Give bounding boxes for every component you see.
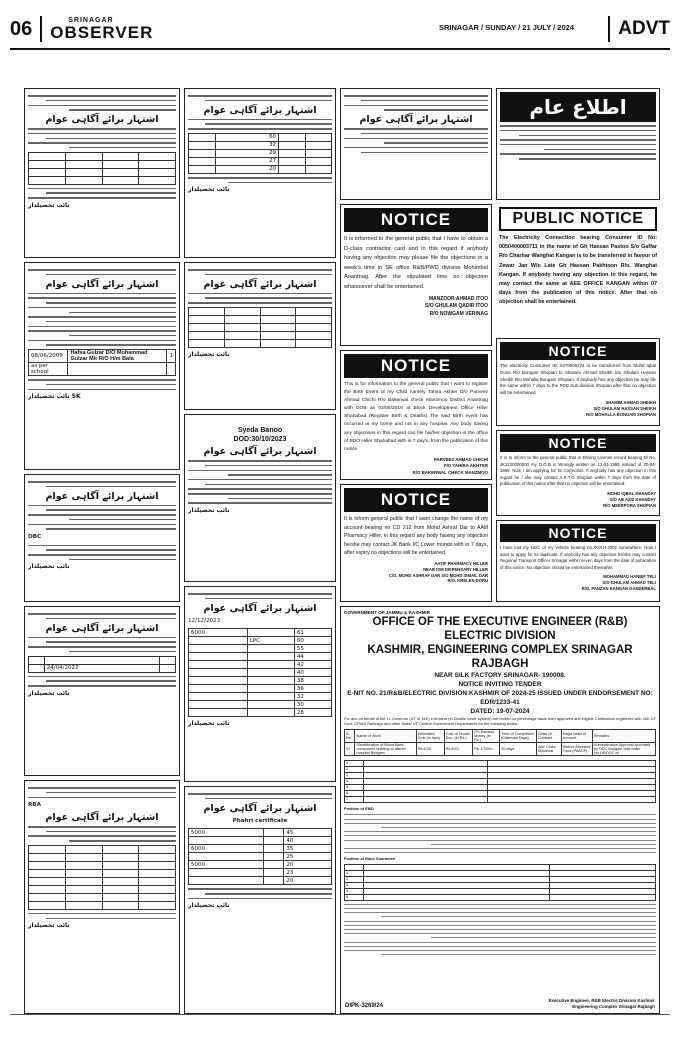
urdu-notice-9 bbox=[184, 586, 336, 782]
notice-heading: NOTICE bbox=[500, 524, 656, 542]
amount-1: 6000 bbox=[189, 629, 248, 637]
tender-title-1: OFFICE OF THE EXECUTIVE ENGINEER (R&B) ELECTRIC DIVISION bbox=[372, 616, 628, 642]
urdu-notice-title: اشتہار برائے آگاہی عوام bbox=[45, 113, 159, 125]
tehsildar-sign: نائب تحصیلدار bbox=[28, 201, 70, 209]
td-time-of-completion: 20 days bbox=[500, 742, 537, 755]
notice-heading: NOTICE bbox=[344, 354, 488, 378]
tender-title-2: KASHMIR, ENGINEERING COMPLEX SRINAGAR RAJBAGH bbox=[367, 644, 633, 670]
bg-title: Position of Bank Guarantee bbox=[344, 856, 396, 862]
tehsildar-sign: نائب تحصیلدار bbox=[28, 393, 70, 401]
signer-care-of: C/O. MOHD ASHRAF DAR S/O MOHD ISMAIL DAR bbox=[388, 572, 488, 578]
signer-parent: S/O GHULAM QADIR ITOO bbox=[425, 303, 488, 310]
notice-body: I have lost my NOC of my vehicle bearing no.JK01H-2002 somewhere. Now I want to apply for its duplicate. If anybody has any objection he/she may contact Regional Transport Officer Srinagar within seven days from the date of publication of this notice. No objection should be entertained thereafter. bbox=[500, 545, 656, 570]
tehsildar-sign: نائب تحصیلدار bbox=[188, 507, 230, 515]
th-estimated-cost: Estimated Cost (in lacs) bbox=[416, 729, 444, 742]
notice-body: This is for information to the general public that I want to register the Birth Event of my Child namely Tahira Akhter D/o Parveez Ahmad Chichi R/o Bakerwal check Manzmoo District Anantnag with DOB as 02/06/2016 at Block Development Office Hiller Shahabad (Register Birth & Deaths) The said Birth event has occurred at my home and not in any hospital. Any body having any objections in this regard can file his/her objection in the office of BDO Hiller Shahabad with in 7 day's, from the publication of this notice. bbox=[344, 382, 488, 452]
signer-address: R/O BAKERWAL CHECK MANZMOO bbox=[412, 469, 488, 475]
td-estimated-cost: Rs.8.00 bbox=[416, 742, 444, 755]
notice-signer bbox=[344, 561, 488, 584]
signer-address: R/O. PANZAN KANGAN GANDERBAL bbox=[581, 585, 656, 591]
public-notice-heading: PUBLIC NOTICE bbox=[499, 207, 657, 231]
tehsildar-sign: نائب تحصیلدار bbox=[188, 186, 230, 194]
date-c: 12/12/2023 bbox=[188, 617, 221, 624]
urdu-notice-3 bbox=[24, 474, 180, 602]
signer-name: MOHD IQBAL KHANDAY bbox=[607, 490, 656, 496]
notice-heading: NOTICE bbox=[344, 208, 488, 232]
tender-address: NEAR SILK FACTORY SRINAGAR- 190008. bbox=[434, 672, 566, 679]
notice-signer bbox=[500, 491, 656, 508]
tender-sign-line-1: Executive Engineer, R&B Electric Division Kashmir bbox=[548, 998, 655, 1003]
td-earnest-money: Rs. 17000/- bbox=[473, 742, 500, 755]
birth-name: Hafsa Gulzar D/O Mohammad Gulzar Mir R/O H/m Bala bbox=[68, 350, 167, 363]
th-sno: S. No. bbox=[345, 729, 355, 742]
tender-nit-title: NOTICE INVITING TENDER bbox=[458, 681, 542, 688]
tender-work-table bbox=[344, 729, 656, 756]
tehsildar-sign: نائب تحصیلدار bbox=[28, 689, 70, 697]
tender-signature bbox=[549, 998, 655, 1010]
signer-parent: S/O AB AZIZ KHANDAY bbox=[609, 496, 656, 502]
rba-ref: RBA bbox=[28, 802, 41, 809]
urdu-notice-title: اشتہار برائے آگاہی عوام bbox=[45, 811, 159, 823]
tender-sign-line-2: Engineering Complex Srinagar Rajbagh bbox=[572, 1004, 655, 1009]
urdu-notice-4 bbox=[24, 606, 180, 776]
signer-name: MANZOOR AHMAD ITOO bbox=[428, 295, 488, 302]
th-time-of-completion: Time of Completion (Calendar Days) bbox=[500, 729, 537, 742]
notice-body: The electricity Consumer ID: 0270000274 to be transferred from Mohd Iqbal Gone R/o Bongam Shopian to Shamim Ahmad Sheikh S/o Ghulam Hassan Sheikh R/o Mohalla Bongam Shopian. If anybody has any objection he may file the same within 7 days to the PDD Sub division Shopian after that no objection will be entertained. bbox=[500, 363, 656, 396]
urdu-notice-10 bbox=[184, 786, 336, 1014]
notice-birth-event bbox=[340, 350, 492, 480]
tender-enit: E-NIT NO. 21/R&B/ELECTRIC DIVISION KASHMIR OF 2024-25 ISSUED UNDER ENDORSEMENT NO: EDR/1233-41 bbox=[347, 690, 653, 706]
signer-parent: F/O TAHIRA AKHTER bbox=[444, 463, 488, 469]
tehsildar-sign: نائب تحصیلدار bbox=[188, 350, 230, 358]
td-head-of-account: District Adverted Fund (PAADF) bbox=[561, 742, 592, 755]
th-tender-doc-cost: Cost of Tender Doc. (in Rs.) bbox=[444, 729, 472, 742]
urdu-table bbox=[28, 152, 176, 185]
notice-signer bbox=[500, 400, 656, 417]
signer-address: R/O NOWGAM VERINAG bbox=[429, 310, 488, 317]
urdu-notice-title: اشتہار برائے آگاہی عوام bbox=[45, 278, 159, 290]
lpc-table: 6000 61 LPC 60 55 44 42 40 38 36 32 30 28 bbox=[188, 628, 332, 717]
notice-body: It is informed to the general public that I have to obtain a D-class contractor card and in this regard if anybody having any objection may please file the objections in a week's time in SE office R&B/PWD division Mohimbal Anantnag. After the stipulated time no objection whatsoever shall be entertained. bbox=[344, 236, 488, 290]
signer-address: R/O MEERPORA SHOPIAN bbox=[603, 502, 656, 508]
notice-contractor-card bbox=[340, 204, 492, 346]
date-b: 24/04/2022 bbox=[44, 664, 160, 672]
emd-title: Position of EMD bbox=[344, 805, 374, 811]
urdu-notice-title: اشتہار برائے آگاہی عوام bbox=[359, 113, 473, 125]
obc-ref: OBC bbox=[28, 533, 42, 540]
tehsildar-sign: نائب تحصیلدار bbox=[28, 563, 70, 571]
deceased-name: Syeda Banoo bbox=[237, 427, 283, 434]
amount-3: 6000 bbox=[189, 845, 264, 853]
urdu-notice-1 bbox=[24, 88, 180, 258]
tehsildar-sign: نائب تحصیلدار bbox=[188, 720, 230, 728]
public-notice-body: The Electricity Connection bearing Consumer ID No: 0050400003711 in the name of Gh Hassan Pastoo S/o Gaffar R/o Charhar Wanghat Kangan is to be transferred in favour of Zewar Jan W/o Late Gh Hassan Pakhtoon R/o. Wanghat Kangan. If anybody having any objection in this regard, he may contact the same at AEE OFFICE KANGAN within 07 days from the publication of this notice. After that no objection shall be entertained. bbox=[499, 235, 657, 306]
urdu-notice-top-strip bbox=[340, 88, 492, 200]
urdu-notice-2 bbox=[24, 262, 180, 470]
notice-body: It is to inform to the general public that in Driving License record bearing Dl No. JK2220000000 my D.O.B is Wrongly written as 12-04-1969 instead of 20-04-1969. Now I am applying for its Correction. If anybody has any objection in this regard he / she may contact A.R.T.O Shopian within 7 days from the date of publication of this notice after that no objection will be entertained. bbox=[500, 455, 656, 487]
amount-2: 5000 bbox=[189, 829, 264, 837]
td-name-of-work: Electrification of Blood Bank component building at district hospital Budgam bbox=[355, 742, 416, 755]
tehsildar-sign: نائب تحصیلدار bbox=[188, 902, 230, 910]
td-sno: 01 bbox=[345, 742, 355, 755]
urdu-date-table bbox=[28, 656, 176, 673]
td-remarks: Administrative Approval accorded by DDC Budgam vide order No.DB/DDC of bbox=[592, 742, 655, 755]
notice-noc bbox=[496, 520, 660, 602]
tender-dated: DATED: 19-07-2024 bbox=[470, 708, 530, 715]
tender-notice bbox=[340, 606, 660, 1014]
notice-heading: NOTICE bbox=[344, 488, 488, 512]
phahri-ref: Phahri certificate bbox=[232, 817, 288, 824]
paper-logo-top: SRINAGAR bbox=[68, 17, 114, 24]
urdu-list-table bbox=[28, 845, 176, 910]
notice-heading: NOTICE bbox=[500, 342, 656, 360]
urdu-notice-title: اشتہار برائے آگاہی عوام bbox=[45, 490, 159, 502]
urdu-notice-7 bbox=[184, 262, 336, 410]
urdu-notice-title: اشتہار برائے آگاہی عوام bbox=[45, 622, 159, 634]
signer-name: AATIF PHARMACY HILLER bbox=[434, 560, 488, 566]
signer-name: PARVEEZ AHMAD CHICHI bbox=[433, 456, 488, 462]
urdu-public-notice-heading: اطلاع عام bbox=[500, 92, 656, 122]
masthead bbox=[10, 10, 670, 50]
section-label: ADVT bbox=[608, 16, 670, 42]
page-footer-rule bbox=[10, 1014, 670, 1018]
sk-mark: SK bbox=[71, 393, 81, 401]
page-number: 06 bbox=[10, 16, 42, 42]
urdu-notice-6 bbox=[184, 88, 336, 258]
th-name-of-work: Name of Work bbox=[355, 729, 416, 742]
urdu-notice-5 bbox=[24, 780, 180, 1014]
dateline: SRINAGAR / SUNDAY / 21 JULY / 2024 bbox=[438, 23, 574, 32]
td-tender-doc-cost: Rs.600/- bbox=[444, 742, 472, 755]
urdu-public-notice bbox=[496, 88, 660, 200]
notice-signer bbox=[344, 457, 488, 476]
paper-logo-name: OBSERVER bbox=[50, 23, 154, 42]
notice-signer bbox=[344, 296, 488, 319]
deceased-dod: DOD:30/10/2023 bbox=[233, 436, 287, 443]
birth-record-table: 08/06/2009 Hafsa Gulzar D/O Mohammad Gulzar Mir R/O H/m Bala 1 as per school bbox=[28, 349, 176, 376]
signer-name: SHAMIM AHMAD SHEIKH bbox=[605, 399, 656, 405]
notice-electricity-shopian bbox=[496, 338, 660, 426]
urdu-notice-8 bbox=[184, 414, 336, 582]
paper-logo bbox=[50, 17, 153, 41]
notice-heading: NOTICE bbox=[500, 434, 656, 452]
amount-table: 5000 45 40 6000 35 25 5000 20 23 20 bbox=[188, 828, 332, 885]
notice-body: It is inform general public that I want change the name of my account bearing no CD 212 from Mohd Ashraf Dar to AAtif Pharmacy Hiller, in this regard any body having any objection he/she may contact JK Bank I/C Lower mundo with in 7 days, after expiry no objections will be entertained. bbox=[344, 516, 488, 557]
tender-intro: For and on behalf of the Lt. Governor (UT of J&K) e-tenders (in Double cover system) are invited on percentage basis from approved and eligible Contractors registered with J&K UT Govt. CPWD Railways and other State/ UT Central Government Departments for the following works:- bbox=[344, 716, 656, 727]
urdu-notice-title: اشتہار برائے آگاہی عوام bbox=[203, 446, 317, 457]
signer-parent: S/O GHULAM HASSAN SHEIKH bbox=[593, 405, 656, 411]
signer-address-1: NEAR ISM DISPENSARY HILLER bbox=[423, 566, 488, 572]
birth-as-per: as per school bbox=[29, 363, 68, 376]
urdu-notice-title: اشتہار برائے آگاہی عوام bbox=[203, 802, 317, 814]
urdu-notice-title: اشتہار برائے آگاہی عوام bbox=[203, 104, 317, 116]
urdu-table bbox=[188, 307, 332, 348]
notice-account-name bbox=[340, 484, 492, 602]
tender-gov: GOVERNMENT OF JAMMU & KASHMIR bbox=[344, 610, 431, 615]
signer-address-2: R/O. KRELEN DORU bbox=[447, 578, 488, 584]
notice-signer bbox=[500, 574, 656, 591]
signer-address: R/O MOHALLA BONGAM SHOPIAN bbox=[586, 411, 656, 417]
th-remarks: Remarks bbox=[592, 729, 655, 742]
td-class: AAY Class Electrical bbox=[536, 742, 561, 755]
th-class: Class of Contract bbox=[536, 729, 561, 742]
urdu-table: 60 32 29 27 20 bbox=[188, 133, 332, 174]
th-earnest-money: 2% Earnest Money (in Rs.) bbox=[473, 729, 500, 742]
dipk-code: DIPK-3269/24 bbox=[345, 1003, 384, 1009]
amount-4: 5000 bbox=[189, 861, 264, 869]
tehsildar-sign: نائب تحصیلدار bbox=[28, 922, 70, 930]
birth-date: 08/06/2009 bbox=[29, 350, 68, 363]
urdu-notice-title: اشتہار برائے آگاہی عوام bbox=[203, 278, 317, 290]
th-head-of-account: Major head of Account bbox=[561, 729, 592, 742]
tender-penalty-table: 1 2 3 4 5 bbox=[344, 864, 656, 901]
notice-driving-licence bbox=[496, 430, 660, 516]
tender-schedule-table: 1 2 3 4 5 6 7 bbox=[344, 760, 656, 803]
signer-parent: S/O GHULAM AHMAD TELI bbox=[602, 580, 656, 586]
public-notice-electricity bbox=[496, 204, 660, 334]
urdu-notice-title: اشتہار برائے آگاہی عوام bbox=[203, 602, 317, 614]
lpc-label: LPC bbox=[247, 637, 294, 645]
signer-name: MOHAMMAD HANIEF TELI bbox=[603, 574, 656, 580]
